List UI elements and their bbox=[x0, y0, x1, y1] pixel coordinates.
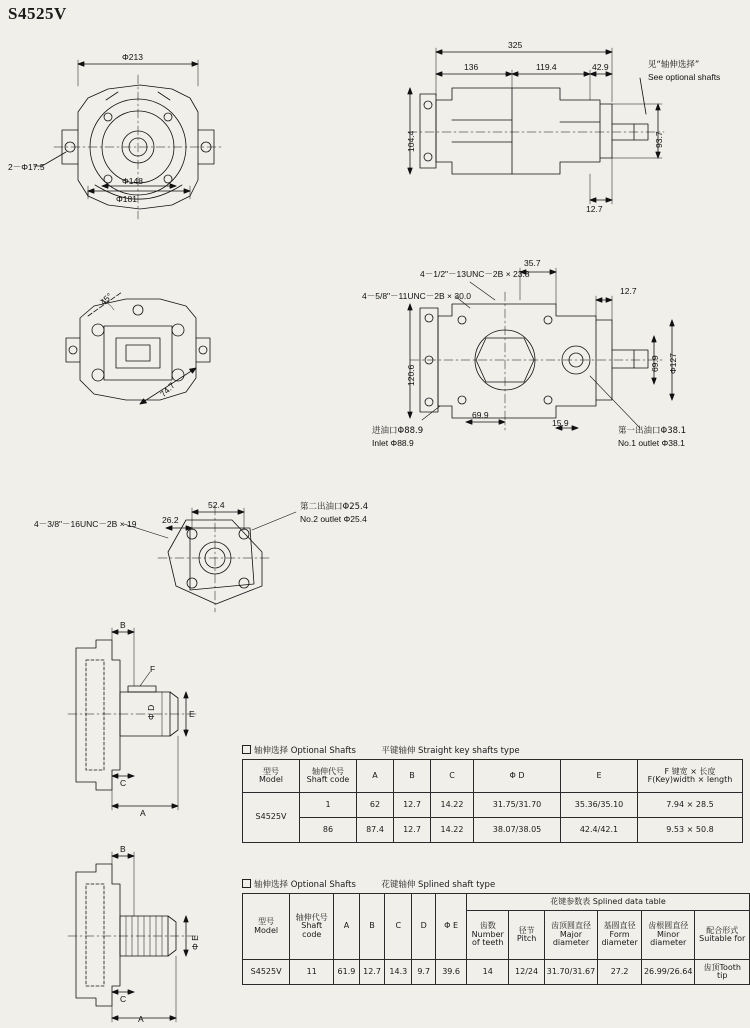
dim-747: 74.7 bbox=[158, 380, 177, 400]
col-a: A bbox=[334, 894, 360, 960]
shaft-spline-A: A bbox=[138, 1014, 144, 1024]
flange-bolt-note: 4－3/8"－16UNC－2B × 19 bbox=[34, 519, 137, 529]
cell-major-diameter: 31.70/31.67 bbox=[544, 960, 598, 985]
cell-pitch: 12/24 bbox=[509, 960, 544, 985]
col-e: Φ E bbox=[436, 894, 467, 960]
note-optional-shafts-en: See optional shafts bbox=[648, 72, 721, 82]
dim-side-937: 93.7 bbox=[654, 131, 664, 148]
shaft-spline-B: B bbox=[120, 844, 126, 854]
shaft-key-A: A bbox=[140, 808, 146, 818]
cell-shaft-code: 1 bbox=[300, 793, 357, 818]
shaft-spline-detail bbox=[68, 852, 196, 1022]
cell-e: 42.4/42.1 bbox=[561, 818, 638, 843]
col-major-diameter: 齿顶圆直径 Major diameter bbox=[544, 911, 598, 960]
dim-side-total: 325 bbox=[508, 40, 523, 50]
dim-699-inner: 69.9 bbox=[472, 410, 489, 420]
table-key-shafts-grid bbox=[242, 759, 743, 843]
col-a: A bbox=[357, 760, 394, 793]
cell-d: 31.75/31.70 bbox=[474, 793, 561, 818]
table-row bbox=[243, 793, 743, 818]
dim-side-127-bottom: 12.7 bbox=[586, 204, 603, 214]
cell-d: 9.7 bbox=[412, 960, 436, 985]
cell-c: 14.22 bbox=[431, 793, 474, 818]
flange-view bbox=[124, 506, 296, 612]
col-group-spline-data: 花键参数表 Splined data table bbox=[467, 894, 750, 911]
shaft-spline-E: Φ E bbox=[190, 935, 200, 950]
inlet-label-en: Inlet Φ88.9 bbox=[372, 438, 414, 448]
dim-699-right: 69.9 bbox=[650, 355, 660, 372]
dim-357: 35.7 bbox=[524, 258, 541, 268]
col-model: 型号 Model bbox=[243, 760, 300, 793]
table-spline-shafts-grid bbox=[242, 893, 750, 985]
col-c: C bbox=[431, 760, 474, 793]
col-f: F 键宽 × 长度 F(Key)width × length bbox=[638, 760, 743, 793]
col-form-diameter: 基圆直径 Form diameter bbox=[598, 911, 642, 960]
dim-front-bottom-148: Φ148 bbox=[122, 176, 143, 186]
cell-c: 14.22 bbox=[431, 818, 474, 843]
col-d: D bbox=[412, 894, 436, 960]
col-b: B bbox=[394, 760, 431, 793]
cell-c: 14.3 bbox=[385, 960, 412, 985]
shaft-key-C: C bbox=[120, 778, 127, 788]
table-row bbox=[243, 818, 743, 843]
table-key-header bbox=[242, 744, 743, 756]
cell-a: 62 bbox=[357, 793, 394, 818]
col-c: C bbox=[385, 894, 412, 960]
dim-159: 15.9 bbox=[552, 418, 569, 428]
dim-front-holes: 2－Φ17.5 bbox=[8, 162, 45, 172]
col-pitch: 径节 Pitch bbox=[509, 911, 544, 960]
checkbox-icon[interactable] bbox=[242, 879, 251, 888]
table-spline-header-type: 花键轴伸 Splined shaft type bbox=[381, 880, 496, 890]
dim-1206: 120.6 bbox=[406, 364, 416, 386]
bolt-note-1: 4－1/2"－13UNC－2B × 23.8 bbox=[420, 269, 530, 279]
dim-front-bottom-181: Φ181 bbox=[116, 194, 137, 204]
dim-127-right: 12.7 bbox=[620, 286, 637, 296]
cell-b: 12.7 bbox=[359, 960, 385, 985]
col-suitable-for: 配合形式 Suitable for bbox=[695, 911, 750, 960]
shaft-key-E: E bbox=[189, 709, 195, 719]
table-key-header-cn: 轴伸选择 Optional Shafts bbox=[254, 746, 356, 756]
table-key-header-type: 平键轴伸 Straight key shafts type bbox=[381, 746, 520, 756]
cell-a: 87.4 bbox=[357, 818, 394, 843]
cell-form-diameter: 27.2 bbox=[598, 960, 642, 985]
shaft-key-detail bbox=[68, 628, 196, 810]
cell-e: 39.6 bbox=[436, 960, 467, 985]
col-teeth: 齿数 Number of teeth bbox=[467, 911, 509, 960]
dim-side-1194: 119.4 bbox=[536, 62, 557, 72]
shaft-key-F: F bbox=[150, 664, 156, 674]
outlet2-label-en: No.2 outlet Φ25.4 bbox=[300, 514, 367, 524]
note-optional-shafts-cn: 见“轴伸选择” bbox=[648, 60, 700, 70]
page-title: S4525V bbox=[8, 4, 67, 23]
table-row-group-header bbox=[243, 894, 750, 911]
dim-262: 26.2 bbox=[162, 515, 179, 525]
table-row bbox=[243, 960, 750, 985]
cell-model: S4525V bbox=[243, 960, 290, 985]
col-d: Φ D bbox=[474, 760, 561, 793]
dim-phi127: Φ127 bbox=[668, 353, 678, 374]
cell-teeth: 14 bbox=[467, 960, 509, 985]
cell-f: 9.53 × 50.8 bbox=[638, 818, 743, 843]
bolt-note-2: 4－5/8"－11UNC－2B × 30.0 bbox=[362, 291, 471, 301]
rear-view bbox=[66, 292, 210, 404]
cell-shaft-code: 86 bbox=[300, 818, 357, 843]
col-b: B bbox=[359, 894, 385, 960]
table-row-header bbox=[243, 760, 743, 793]
outlet1-label-en: No.1 outlet Φ38.1 bbox=[618, 438, 685, 448]
dim-524: 52.4 bbox=[208, 500, 225, 510]
cell-e: 35.36/35.10 bbox=[561, 793, 638, 818]
cell-b: 12.7 bbox=[394, 793, 431, 818]
table-spline-shafts bbox=[242, 878, 750, 985]
table-spline-header-cn: 轴伸选择 Optional Shafts bbox=[254, 880, 356, 890]
table-spline-header bbox=[242, 878, 750, 890]
col-shaft-code: 轴伸代号 Shaft code bbox=[300, 760, 357, 793]
col-e: E bbox=[561, 760, 638, 793]
col-minor-diameter: 齿根圆直径 Minor diameter bbox=[641, 911, 695, 960]
shaft-key-D: Φ D bbox=[146, 704, 156, 720]
dim-side-136: 136 bbox=[464, 62, 479, 72]
dim-angle-45: 45° bbox=[98, 290, 115, 308]
shaft-spline-C: C bbox=[120, 994, 127, 1004]
cell-suitable-for: 齿顶Tooth tip bbox=[695, 960, 750, 985]
col-shaft-code: 轴伸代号 Shaft code bbox=[290, 894, 334, 960]
dim-side-429: 42.9 bbox=[592, 62, 609, 72]
dim-side-1044: 104.4 bbox=[406, 130, 416, 152]
outlet2-label-cn: 第二出油口Φ25.4 bbox=[300, 502, 369, 512]
cell-b: 12.7 bbox=[394, 818, 431, 843]
dim-front-top: Φ213 bbox=[122, 52, 143, 62]
cell-d: 38.07/38.05 bbox=[474, 818, 561, 843]
cell-shaft-code: 11 bbox=[290, 960, 334, 985]
shaft-key-B: B bbox=[120, 620, 126, 630]
cell-f: 7.94 × 28.5 bbox=[638, 793, 743, 818]
table-key-shafts bbox=[242, 744, 743, 843]
col-model: 型号 Model bbox=[243, 894, 290, 960]
cell-model: S4525V bbox=[243, 793, 300, 843]
cell-minor-diameter: 26.99/26.64 bbox=[641, 960, 695, 985]
inlet-label-cn: 进油口Φ88.9 bbox=[372, 426, 424, 436]
checkbox-icon[interactable] bbox=[242, 745, 251, 754]
outlet1-label-cn: 第一出油口Φ38.1 bbox=[618, 426, 687, 436]
cell-a: 61.9 bbox=[334, 960, 360, 985]
